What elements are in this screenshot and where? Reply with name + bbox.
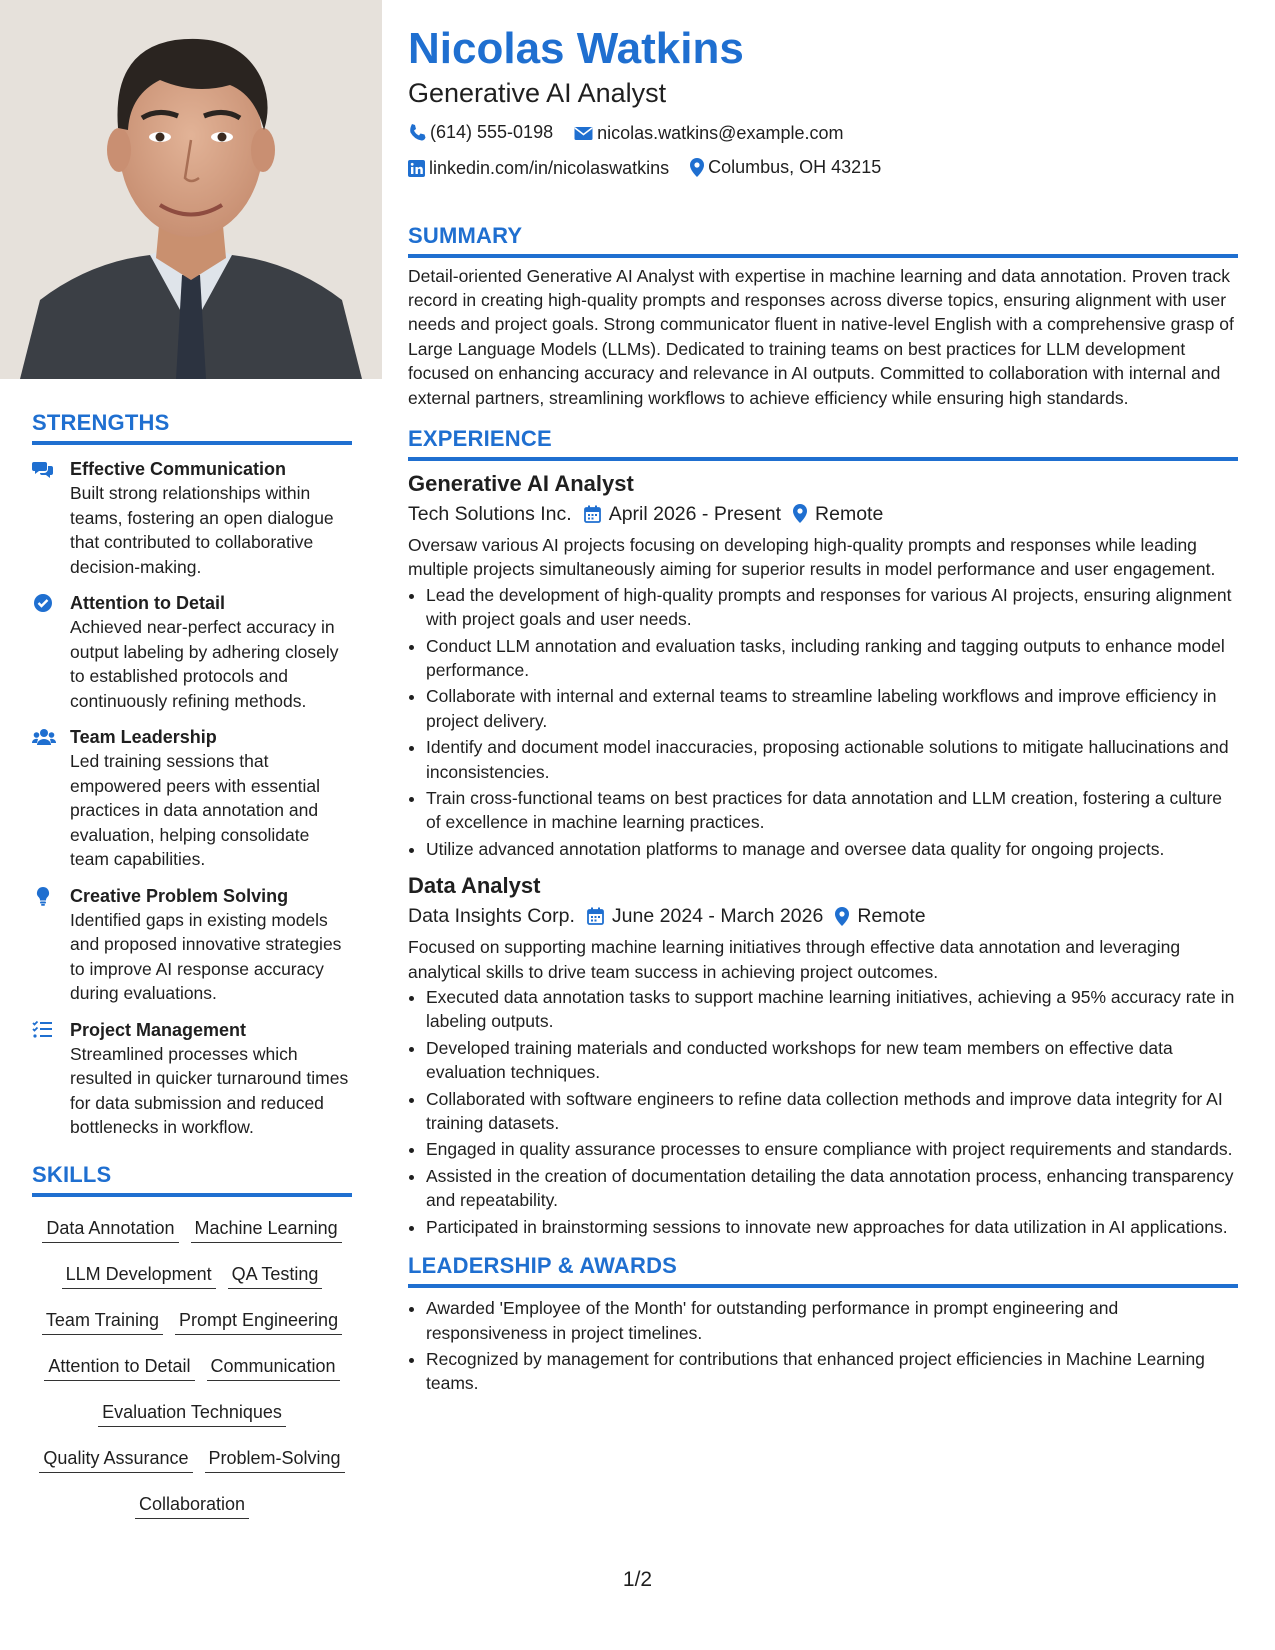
- summary-heading: SUMMARY: [408, 223, 1238, 258]
- job-bullet: • Collaborate with internal and external teams to streamline labeling workflows and improve efficiency in project delivery.: [426, 684, 1238, 733]
- job-bullet: • Conduct LLM annotation and evaluation tasks, including ranking and tagging outputs to enhance model performance.: [426, 634, 1238, 683]
- job-dates-text: June 2024 - March 2026: [611, 905, 824, 928]
- linkedin-icon: [408, 160, 425, 177]
- strength-title: Team Leadership: [70, 727, 217, 747]
- job-dates-text: April 2026 - Present: [608, 502, 782, 525]
- skill-tag: Team Training: [42, 1309, 163, 1335]
- strength-desc: Identified gaps in existing models and proposed innovative strategies to improve AI response accuracy during evaluations.: [70, 909, 342, 1003]
- skill-tag: Prompt Engineering: [175, 1309, 342, 1335]
- job-bullet: • Utilize advanced annotation platforms to manage and oversee data quality for ongoing projects.: [426, 837, 1238, 861]
- skill-tag: QA Testing: [228, 1263, 323, 1289]
- skill-tag: Evaluation Techniques: [98, 1401, 286, 1427]
- email-contact[interactable]: [574, 117, 843, 149]
- job-location-text: Remote: [815, 502, 884, 525]
- awards-list: [408, 1296, 1238, 1396]
- job-description: Focused on supporting machine learning initiatives through effective data annotation and leveraging analytical skills to drive team success in achieving project outcomes.: [408, 937, 1181, 982]
- skill-tag: Machine Learning: [191, 1217, 342, 1243]
- job-bullet: • Lead the development of high-quality prompts and responses for various AI projects, ensuring alignment with project goals and user needs.: [426, 583, 1238, 632]
- skills-list: [32, 1207, 352, 1529]
- awards-heading: LEADERSHIP & AWARDS: [408, 1253, 1238, 1288]
- skill-tag: Communication: [207, 1355, 340, 1381]
- skills-heading: SKILLS: [32, 1162, 352, 1197]
- left-content: [32, 410, 352, 1529]
- users-icon: [32, 727, 54, 747]
- job-entry: [408, 469, 1238, 861]
- map-pin-icon: [690, 158, 704, 177]
- phone-contact[interactable]: [408, 116, 553, 148]
- job-bullet: • Collaborated with software engineers to refine data collection methods and improve data integrity for AI training datasets.: [426, 1087, 1238, 1136]
- map-pin-icon: [835, 907, 849, 926]
- job-bullet: • Identify and document model inaccuracies, proposing actionable solutions to mitigate hallucinations and inconsistencies.: [426, 735, 1238, 784]
- summary-section: [408, 223, 1238, 410]
- company-name: Tech Solutions Inc.: [408, 502, 572, 525]
- strength-title: Attention to Detail: [70, 593, 225, 613]
- strength-title: Project Management: [70, 1019, 247, 1040]
- comments-icon: [32, 459, 54, 479]
- strength-item: [32, 884, 352, 1006]
- award-item: • Awarded 'Employee of the Month' for outstanding performance in prompt engineering and responsiveness in project timelines.: [426, 1296, 1238, 1345]
- job-bullet: • Executed data annotation tasks to support machine learning initiatives, achieving a 95% accuracy rate in labeling outputs.: [426, 985, 1238, 1034]
- candidate-name: Nicolas Watkins: [408, 24, 744, 73]
- strength-item: [32, 725, 352, 872]
- strengths-heading: STRENGTHS: [32, 410, 352, 445]
- right-column: [408, 22, 1238, 1398]
- candidate-title: Generative AI Analyst: [408, 78, 667, 108]
- calendar-icon: [584, 505, 601, 523]
- job-title: Data Analyst: [408, 873, 541, 899]
- map-pin-icon: [793, 504, 807, 523]
- job-entry: [408, 871, 1238, 1239]
- company-name: Data Insights Corp.: [408, 905, 575, 928]
- skill-tag: Quality Assurance: [39, 1447, 192, 1473]
- profile-photo: [0, 0, 382, 379]
- job-location-text: Remote: [857, 905, 926, 928]
- contact-info: [408, 116, 1238, 187]
- calendar-icon: [587, 907, 604, 925]
- strength-desc: Built strong relationships within teams, fostering an open dialogue that contributed to collaborative decision-making.: [70, 483, 334, 577]
- job-bullet: • Developed training materials and conducted workshops for new team members on effective data evaluation techniques.: [426, 1036, 1238, 1085]
- strength-item: [32, 1018, 352, 1140]
- job-bullet: • Train cross-functional teams on best practices for data annotation and LLM creation, fostering a culture of excellence in machine learning practices.: [426, 786, 1238, 835]
- strength-item: [32, 457, 352, 579]
- skill-tag: Problem-Solving: [205, 1447, 345, 1473]
- job-dates: [587, 901, 823, 931]
- experience-heading: EXPERIENCE: [408, 426, 1238, 461]
- linkedin-contact[interactable]: [408, 152, 669, 184]
- page-number: 1/2: [622, 1568, 653, 1591]
- phone-icon: [408, 123, 426, 141]
- job-bullet: • Assisted in the creation of documentation detailing the data annotation process, enhancing transparency and repeatability.: [426, 1164, 1238, 1213]
- summary-text: Detail-oriented Generative AI Analyst with expertise in machine learning and data annotation. Proven track record in creating high-quality prompts and responses across diverse topics, ensuring alignment with user needs and project goals. Strong communicator fluent in native-level English with a comprehensive grasp of Large Language Models (LLMs). Dedicated to training teams on best practices for LLM development focused on enhancing accuracy and relevance in AI outputs. Committed to collaboration with internal and external partners, streamlining workflows to achieve efficiency while ensuring high standards.: [408, 265, 1234, 408]
- awards-section: [408, 1253, 1238, 1396]
- job-meta: [408, 499, 1238, 529]
- skill-tag: Attention to Detail: [44, 1355, 194, 1381]
- strength-desc: Led training sessions that empowered peers with essential practices in data annotation and evaluation, helping consolidate team capabilities.: [70, 751, 320, 869]
- strength-desc: Achieved near-perfect accuracy in output labeling by adhering closely to established protocols and continuously refining methods.: [70, 617, 339, 711]
- strength-desc: Streamlined processes which resulted in quicker turnaround times for data submission and reduced bottlenecks in workflow.: [70, 1043, 349, 1137]
- location-text: Columbus, OH 43215: [708, 157, 882, 177]
- job-bullet: • Participated in brainstorming sessions to innovate new approaches for data utilization in AI applications.: [426, 1215, 1238, 1239]
- email-text: nicolas.watkins@example.com: [597, 123, 844, 143]
- check-circle-icon: [32, 593, 54, 613]
- envelope-icon: [574, 125, 593, 141]
- job-location: [835, 901, 925, 931]
- linkedin-text: linkedin.com/in/nicolaswatkins: [429, 158, 670, 178]
- phone-text: (614) 555-0198: [430, 122, 554, 142]
- strength-title: Creative Problem Solving: [70, 885, 289, 906]
- strength-item: [32, 591, 352, 713]
- skill-tag: LLM Development: [62, 1263, 216, 1289]
- job-meta: [408, 901, 1238, 931]
- portrait-illustration: [0, 0, 382, 379]
- lightbulb-icon: [32, 886, 54, 906]
- strength-title: Effective Communication: [70, 459, 287, 479]
- experience-section: [408, 426, 1238, 1239]
- list-check-icon: [32, 1020, 54, 1040]
- job-bullets: [408, 985, 1238, 1239]
- award-item: • Recognized by management for contributions that enhanced project efficiencies in Machine Learning teams.: [426, 1347, 1238, 1396]
- job-location: [793, 499, 883, 529]
- job-description: Oversaw various AI projects focusing on developing high-quality prompts and responses while leading multiple projects simultaneously aiming for superior results in model performance and user engagement.: [408, 534, 1216, 580]
- job-bullet: • Engaged in quality assurance processes to ensure compliance with project requirements and standards.: [426, 1137, 1238, 1161]
- left-column: [0, 0, 382, 1650]
- job-title: Generative AI Analyst: [408, 470, 634, 496]
- job-dates: [584, 499, 781, 529]
- job-bullets: [408, 583, 1238, 861]
- skill-tag: Collaboration: [135, 1493, 249, 1519]
- skill-tag: Data Annotation: [42, 1217, 178, 1243]
- location-contact: [690, 151, 881, 183]
